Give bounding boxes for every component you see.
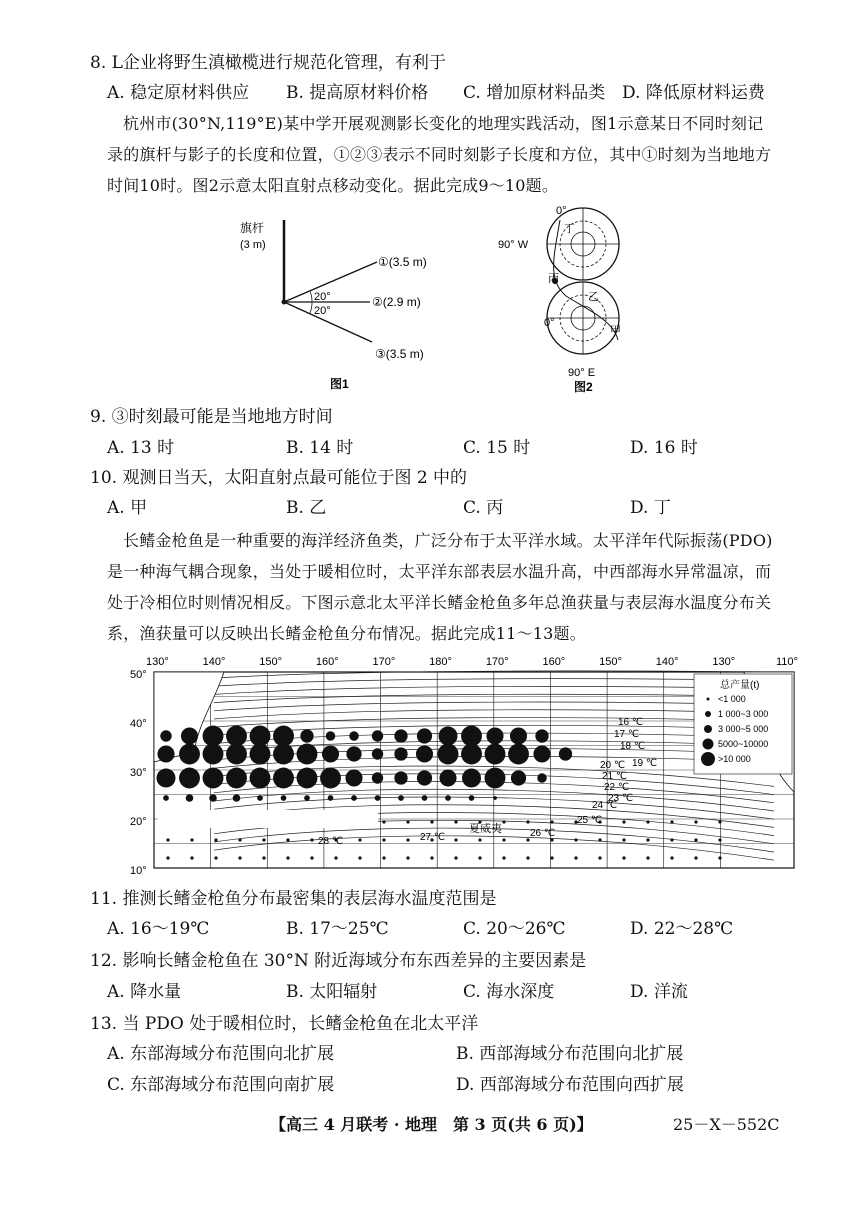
catch-circle — [351, 795, 357, 801]
catch-dot-small — [262, 856, 265, 859]
catch-dot-small — [478, 856, 481, 859]
q12-option-c: C. 海水深度 — [463, 982, 555, 1002]
legend-symbol — [703, 739, 714, 750]
catch-circle — [537, 773, 547, 783]
catch-dot-small — [646, 838, 649, 841]
catch-dot-small — [646, 856, 649, 859]
catch-circle — [372, 772, 383, 783]
isotherm-label: 21 ℃ — [602, 771, 628, 782]
q10-stem: 10. 观测日当天，太阳直射点最可能位于图 2 中的 — [90, 468, 468, 488]
catch-dot-small — [262, 838, 265, 841]
catch-circle — [326, 731, 336, 741]
fig2-yi: 乙 — [588, 291, 599, 303]
legend-label: 5000~10000 — [718, 739, 769, 749]
catch-dot-small — [622, 838, 625, 841]
q12-option-b: B. 太阳辐射 — [286, 982, 378, 1002]
q12-option-a: A. 降水量 — [107, 982, 182, 1002]
figure-2-caption: 图2 — [574, 380, 593, 394]
q12-option-d: D. 洋流 — [630, 982, 688, 1002]
isotherm-label: 28 ℃ — [318, 836, 344, 847]
catch-circle — [160, 730, 171, 741]
legend-symbol — [704, 725, 712, 733]
q12-stem: 12. 影响长鳍金枪鱼在 30°N 附近海域分布东西差异的主要因素是 — [90, 951, 587, 971]
lon-label: 150° — [259, 656, 283, 668]
catch-dot-small — [478, 838, 481, 841]
catch-circle — [250, 744, 271, 765]
q9-option-d: D. 16 时 — [630, 438, 698, 458]
q10-option-a: A. 甲 — [107, 498, 148, 518]
catch-dot-small — [502, 856, 505, 859]
catch-circle — [485, 768, 506, 789]
catch-dot-small — [382, 820, 385, 823]
catch-dot-small — [718, 820, 721, 823]
catch-dot-small — [286, 856, 289, 859]
lat-label: 20° — [130, 816, 147, 828]
catch-circle — [346, 746, 361, 761]
q11-option-b: B. 17～25℃ — [286, 919, 389, 939]
catch-circle — [209, 794, 217, 802]
catch-dot-small — [718, 838, 721, 841]
q13-option-c: C. 东部海域分布范围向南扩展 — [107, 1075, 335, 1095]
catch-circle — [394, 747, 407, 760]
lon-label: 170° — [485, 656, 509, 668]
fig2-jia: 甲 — [610, 325, 621, 337]
catch-circle — [297, 744, 318, 765]
catch-dot-small — [166, 838, 169, 841]
shadow-3-label: ③(3.5 m) — [375, 347, 424, 361]
q8-option-b: B. 提高原材料价格 — [286, 83, 429, 103]
lon-label: 140° — [202, 656, 226, 668]
catch-circle — [535, 729, 548, 742]
q9-option-c: C. 15 时 — [463, 438, 531, 458]
catch-circle — [493, 796, 497, 800]
catch-circle — [179, 744, 200, 765]
catch-circle — [510, 727, 527, 744]
catch-circle — [203, 726, 224, 747]
catch-dot-small — [694, 838, 697, 841]
angle-bottom-label: 20° — [314, 305, 331, 317]
catch-circle — [250, 768, 271, 789]
catch-dot-small — [622, 820, 625, 823]
catch-dot-small — [406, 820, 409, 823]
catch-circle — [186, 794, 194, 802]
footer-title: 【高三 4 月联考 · 地理 第 3 页(共 6 页)】 — [270, 1115, 593, 1134]
catch-dot-small — [382, 856, 385, 859]
lon-label: 130° — [712, 656, 736, 668]
catch-dot-small — [550, 856, 553, 859]
catch-circle — [349, 731, 359, 741]
legend-symbol — [701, 752, 715, 766]
figure-1-caption: 图1 — [330, 377, 349, 390]
catch-dot-small — [454, 820, 457, 823]
catch-dot-small — [358, 838, 361, 841]
catch-dot-small — [238, 838, 241, 841]
catch-circle — [322, 745, 339, 762]
q9-stem: 9. ③时刻最可能是当地地方时间 — [90, 407, 333, 427]
isotherm-label: 25 ℃ — [577, 815, 603, 826]
lon-label: 170° — [372, 656, 396, 668]
catch-circle — [485, 744, 506, 765]
catch-circle — [179, 768, 200, 789]
angle-top-label: 20° — [314, 291, 331, 303]
q8-option-d: D. 降低原材料运费 — [622, 83, 765, 103]
catch-circle — [233, 794, 241, 802]
catch-dot-small — [694, 856, 697, 859]
q8-option-a: A. 稳定原材料供应 — [107, 83, 250, 103]
fig2-bing: 丙 — [548, 273, 559, 285]
catch-dot-small — [334, 856, 337, 859]
label-mask — [158, 810, 378, 828]
catch-circle — [257, 795, 263, 801]
q13-stem: 13. 当 PDO 处于暖相位时，长鳍金枪鱼在北太平洋 — [90, 1014, 479, 1034]
catch-circle — [281, 795, 287, 801]
catch-circle — [203, 768, 224, 789]
lon-label: 180° — [429, 656, 452, 668]
catch-circle — [375, 795, 381, 801]
lon-label: 140° — [655, 656, 679, 668]
lon-label: 110° — [776, 656, 798, 668]
footer-code: 25－X－552C — [673, 1115, 780, 1134]
isotherm-label: 16 ℃ — [618, 717, 644, 728]
legend-symbol — [705, 711, 711, 717]
isotherm-label: 23 ℃ — [608, 793, 634, 804]
catch-circle — [439, 769, 456, 786]
tuna-sst-map — [130, 652, 810, 874]
catch-dot-small — [646, 820, 649, 823]
q9-option-a: A. 13 时 — [107, 438, 175, 458]
isotherm-label: 19 ℃ — [632, 758, 658, 769]
legend-label: 1 000~3 000 — [718, 709, 769, 719]
catch-dot-small — [190, 856, 193, 859]
catch-dot-small — [670, 838, 673, 841]
q13-option-a: A. 东部海域分布范围向北扩展 — [107, 1044, 335, 1064]
catch-dot-small — [406, 838, 409, 841]
catch-circle — [439, 727, 458, 746]
lat-label: 40° — [130, 718, 147, 730]
catch-dot-small — [598, 838, 601, 841]
catch-dot-small — [454, 856, 457, 859]
q13-option-b: B. 西部海域分布范围向北扩展 — [456, 1044, 684, 1064]
isotherm-label: 18 ℃ — [620, 741, 646, 752]
legend-symbol — [707, 698, 710, 701]
catch-circle — [226, 726, 247, 747]
isotherm-label: 26 ℃ — [530, 828, 556, 839]
catch-circle — [469, 795, 475, 801]
legend-label: >10 000 — [718, 754, 751, 764]
catch-dot-small — [718, 856, 721, 859]
q10-option-d: D. 丁 — [630, 498, 671, 518]
catch-dot-small — [694, 820, 697, 823]
catch-circle — [203, 744, 224, 765]
fig2-ding: 丁 — [564, 223, 575, 235]
q11-option-c: C. 20～26℃ — [463, 919, 566, 939]
catch-dot-small — [574, 856, 577, 859]
pole-height: (3 m) — [240, 239, 266, 251]
isotherm-label: 22 ℃ — [604, 782, 630, 793]
lon-label: 130° — [146, 656, 169, 668]
catch-dot-small — [190, 838, 193, 841]
catch-circle — [226, 744, 247, 765]
catch-circle — [508, 744, 529, 765]
catch-circle — [445, 795, 451, 801]
q11-stem: 11. 推测长鳍金枪鱼分布最密集的表层海水温度范围是 — [90, 889, 497, 909]
catch-circle — [461, 726, 482, 747]
legend-label: <1 000 — [718, 694, 746, 704]
catch-circle — [273, 768, 294, 789]
catch-dot-small — [166, 856, 169, 859]
passage-shadow: 杭州市(30°N,119°E)某中学开展观测影长变化的地理实践活动，图1示意某日不同时刻记录的旗杆与影子的长度和位置，①②③表示不同时刻影子长度和方位，其中①时刻为当地地方时间10时。图2示意太阳直射点移动变化。据此完成9～10题。 — [107, 114, 772, 195]
figure-1-flagpole-shadows — [230, 210, 480, 390]
catch-circle — [486, 727, 503, 744]
catch-circle — [394, 771, 407, 784]
catch-circle — [511, 770, 526, 785]
q10-option-b: B. 乙 — [286, 498, 327, 518]
catch-dot-small — [214, 856, 217, 859]
passage-tuna: 长鳍金枪鱼是一种重要的海洋经济鱼类，广泛分布于太平洋水域。太平洋年代际振荡(PDO)是一种海气耦合现象，当处于暖相位时，太平洋东部表层水温升高，中西部海水异常温凉，而处于冷相位时则情况相反。下图示意北太平洋长鳍金枪鱼多年总渔获量与表层海水温度分布关系，渔获量可以反映出长鳍金枪鱼分布情况。据此完成11～13题。 — [107, 531, 773, 643]
catch-circle — [417, 728, 432, 743]
catch-circle — [304, 795, 310, 801]
catch-circle — [273, 726, 294, 747]
catch-dot-small — [526, 856, 529, 859]
catch-circle — [163, 795, 169, 801]
hawaii-label: 夏威夷 — [469, 823, 502, 835]
catch-circle — [226, 768, 247, 789]
catch-dot-small — [430, 820, 433, 823]
lon-label: 160° — [542, 656, 566, 668]
fig2-90w: 90° W — [498, 239, 529, 251]
catch-circle — [273, 744, 294, 765]
catch-dot-small — [382, 838, 385, 841]
catch-dot-small — [310, 838, 313, 841]
isotherm-label: 17 ℃ — [614, 729, 640, 740]
catch-dot-small — [238, 856, 241, 859]
catch-circle — [345, 769, 362, 786]
q10-option-c: C. 丙 — [463, 498, 504, 518]
lon-label: 150° — [599, 656, 622, 668]
isotherm-label: 24 ℃ — [592, 800, 618, 811]
legend-label: 3 000~5 000 — [718, 724, 769, 734]
catch-dot-small — [502, 838, 505, 841]
fig2-zero-top: 0° — [556, 205, 567, 217]
pole-label: 旗杆 — [240, 221, 265, 235]
lat-label: 50° — [130, 669, 147, 681]
catch-dot-small — [406, 856, 409, 859]
catch-circle — [417, 770, 432, 785]
figure-2-subsolar-point — [498, 200, 648, 396]
q9-option-b: B. 14 时 — [286, 438, 354, 458]
catch-circle — [461, 744, 482, 765]
catch-circle — [300, 729, 313, 742]
lon-label: 160° — [315, 656, 339, 668]
lat-label: 30° — [130, 767, 147, 779]
catch-circle — [157, 745, 174, 762]
catch-dot-small — [670, 820, 673, 823]
fig2-zero-bottom: 0° — [544, 317, 555, 329]
catch-dot-small — [454, 838, 457, 841]
q8-option-c: C. 增加原材料品类 — [463, 83, 606, 103]
catch-dot-small — [622, 856, 625, 859]
catch-circle — [416, 745, 433, 762]
q8-stem: 8. L企业将野生滇橄榄进行规范化管理，有利于 — [90, 53, 446, 73]
isotherm-label: 27 ℃ — [420, 832, 446, 843]
isotherm-label: 20 ℃ — [600, 760, 626, 771]
fig2-90e: 90° E — [568, 367, 596, 379]
catch-circle — [438, 744, 459, 765]
catch-circle — [250, 726, 271, 747]
catch-dot-small — [310, 856, 313, 859]
catch-circle — [372, 748, 383, 759]
catch-dot-small — [574, 838, 577, 841]
catch-circle — [181, 727, 198, 744]
catch-dot-small — [550, 820, 553, 823]
catch-dot-small — [670, 856, 673, 859]
q11-option-a: A. 16～19℃ — [107, 919, 210, 939]
lat-label: 10° — [130, 865, 147, 874]
catch-dot-small — [358, 856, 361, 859]
q13-option-d: D. 西部海域分布范围向西扩展 — [456, 1075, 684, 1095]
catch-circle — [462, 769, 481, 788]
legend-title: 总产量(t) — [720, 680, 760, 691]
q11-option-d: D. 22～28℃ — [630, 919, 734, 939]
catch-circle — [372, 730, 383, 741]
catch-circle — [328, 795, 334, 801]
catch-circle — [394, 729, 407, 742]
catch-circle — [320, 768, 341, 789]
catch-circle — [398, 795, 404, 801]
catch-dot-small — [286, 838, 289, 841]
catch-circle — [533, 745, 550, 762]
catch-dot-small — [526, 820, 529, 823]
catch-dot-small — [598, 856, 601, 859]
catch-circle — [297, 768, 318, 789]
catch-circle — [157, 769, 176, 788]
shadow-1-label: ①(3.5 m) — [378, 255, 427, 269]
catch-circle — [559, 747, 572, 760]
shadow-2-label: ②(2.9 m) — [372, 295, 421, 309]
catch-circle — [422, 795, 428, 801]
catch-dot-small — [430, 856, 433, 859]
catch-dot-small — [214, 838, 217, 841]
catch-dot-small — [502, 820, 505, 823]
